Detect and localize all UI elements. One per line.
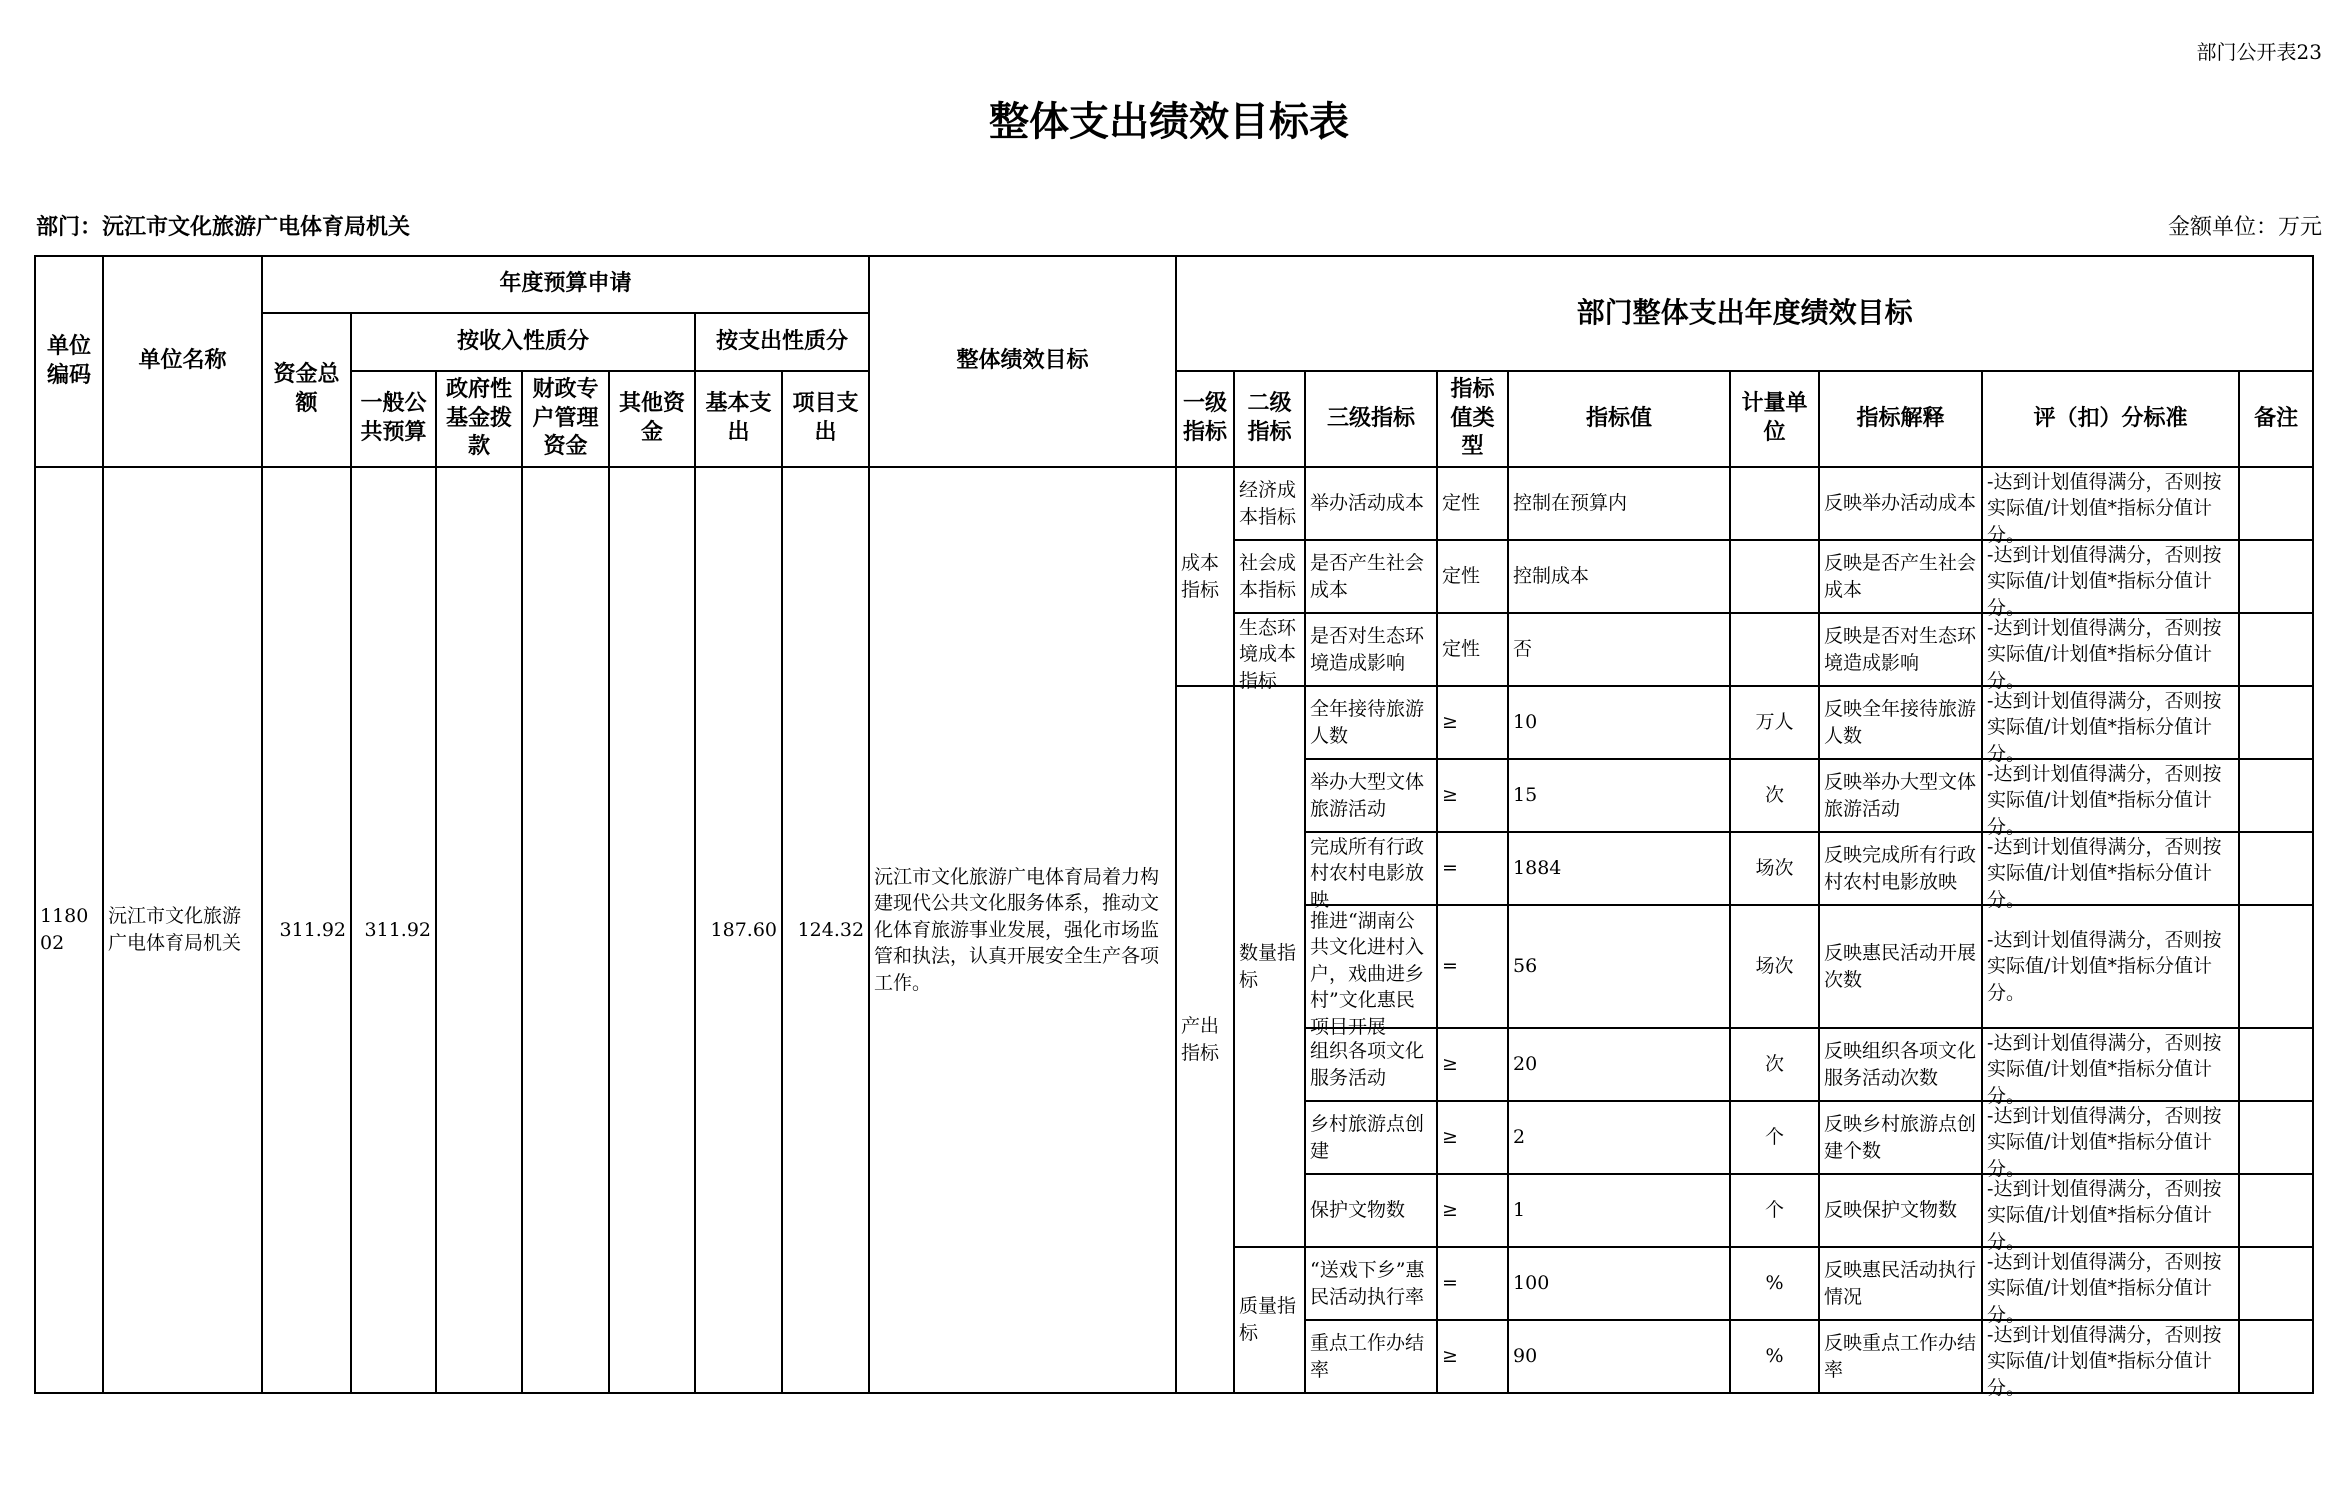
- unit-code-cell: 118002: [35, 467, 103, 1393]
- level3-cell: 保护文物数: [1305, 1174, 1437, 1247]
- measure-unit-cell: %: [1730, 1247, 1819, 1320]
- level3-text: “送戏下乡”惠民活动执行率: [1310, 1258, 1425, 1308]
- unit-name-cell: 沅江市文化旅游广电体育局机关: [103, 467, 262, 1393]
- measure-unit-cell: 个: [1730, 1101, 1819, 1174]
- value-type-cell: =: [1437, 832, 1508, 905]
- level3-cell: 是否产生社会成本: [1305, 540, 1437, 613]
- scoring-text: -达到计划值得满分，否则按实际值/计划值*指标分值计分。: [1987, 616, 2222, 692]
- scoring-text: -达到计划值得满分，否则按实际值/计划值*指标分值计分。: [1987, 762, 2222, 838]
- header-by-income: 按收入性质分: [351, 313, 695, 371]
- explanation-cell: 反映组织各项文化服务活动次数: [1819, 1028, 1982, 1101]
- header-basic-exp: 基本支出: [695, 371, 782, 467]
- remark-cell: [2239, 1174, 2313, 1247]
- value-cell: 56: [1508, 905, 1730, 1028]
- value-cell: 100: [1508, 1247, 1730, 1320]
- header-measure-unit: 计量单位: [1730, 371, 1819, 467]
- value-type-cell: 定性: [1437, 540, 1508, 613]
- value-cell: 15: [1508, 759, 1730, 832]
- header-general-public: 一般公共预算: [351, 371, 436, 467]
- overall-goal-cell: 沅江市文化旅游广电体育局着力构建现代公共文化服务体系，推动文化体育旅游事业发展，强化市场监管和执法，认真开展安全生产各项工作。: [869, 467, 1176, 1393]
- explanation-cell: 反映是否对生态环境造成影响: [1819, 613, 1982, 686]
- value-type-cell: 定性: [1437, 467, 1508, 540]
- remark-cell: [2239, 832, 2313, 905]
- scoring-text: -达到计划值得满分，否则按实际值/计划值*指标分值计分。: [1987, 689, 2222, 765]
- value-cell: 否: [1508, 613, 1730, 686]
- explanation-cell: 反映举办活动成本: [1819, 467, 1982, 540]
- scoring-cell: [1982, 540, 2239, 619]
- level3-cell: [1305, 905, 1437, 1038]
- explanation-cell: 反映举办大型文体旅游活动: [1819, 759, 1982, 832]
- level2-eco: [1234, 613, 1305, 692]
- value-type-cell: =: [1437, 905, 1508, 1028]
- value-cell: 10: [1508, 686, 1730, 759]
- explanation-cell: 反映重点工作办结率: [1819, 1320, 1982, 1393]
- explanation-cell: 反映是否产生社会成本: [1819, 540, 1982, 613]
- header-by-expense: 按支出性质分: [695, 313, 869, 371]
- scoring-text: -达到计划值得满分，否则按实际值/计划值*指标分值计分。: [1987, 1104, 2222, 1180]
- remark-cell: [2239, 686, 2313, 759]
- value-type-cell: 定性: [1437, 613, 1508, 686]
- remark-cell: [2239, 540, 2313, 613]
- header-explanation: 指标解释: [1819, 371, 1982, 467]
- value-type-cell: ≥: [1437, 1174, 1508, 1247]
- remark-cell: [2239, 1101, 2313, 1174]
- remark-cell: [2239, 759, 2313, 832]
- level3-cell: 组织各项文化服务活动: [1305, 1028, 1437, 1101]
- explanation-cell: 反映惠民活动执行情况: [1819, 1247, 1982, 1320]
- remark-cell: [2239, 905, 2313, 1028]
- scoring-text: -达到计划值得满分，否则按实际值/计划值*指标分值计分。: [1987, 928, 2222, 1004]
- scoring-cell: [1982, 1101, 2239, 1180]
- level2-eco-text: 生态环境成本指标: [1239, 616, 1297, 692]
- scoring-cell: [1982, 832, 2239, 911]
- header-unit-code: 单位编码: [35, 256, 103, 467]
- remark-cell: [2239, 1320, 2313, 1393]
- level2-economic: 经济成本指标: [1234, 467, 1305, 540]
- scoring-cell: [1982, 1028, 2239, 1107]
- header-other-funds: 其他资金: [609, 371, 695, 467]
- scoring-text: -达到计划值得满分，否则按实际值/计划值*指标分值计分。: [1987, 1323, 2222, 1399]
- header-perf-goal: 部门整体支出年度绩效目标: [1176, 256, 2313, 371]
- measure-unit-cell: [1730, 540, 1819, 613]
- header-annual-budget: 年度预算申请: [262, 256, 869, 313]
- header-level1: 一级指标: [1176, 371, 1234, 467]
- page-title: 整体支出绩效目标表: [989, 99, 1349, 145]
- value-cell: 20: [1508, 1028, 1730, 1101]
- header-fiscal-special: 财政专户管理资金: [522, 371, 609, 467]
- measure-unit-cell: 万人: [1730, 686, 1819, 759]
- explanation-cell: [1819, 832, 1982, 905]
- scoring-cell: [1982, 1320, 2239, 1399]
- scoring-text: -达到计划值得满分，否则按实际值/计划值*指标分值计分。: [1987, 543, 2222, 619]
- table-number: 部门公开表23: [2196, 40, 2322, 64]
- header-unit-name: 单位名称: [103, 256, 262, 467]
- level2-quality: 质量指标: [1234, 1247, 1305, 1393]
- remark-cell: [2239, 613, 2313, 686]
- scoring-text: -达到计划值得满分，否则按实际值/计划值*指标分值计分。: [1987, 835, 2222, 911]
- explanation-cell: 反映惠民活动开展次数: [1819, 905, 1982, 1028]
- level3-cell: 全年接待旅游人数: [1305, 686, 1437, 759]
- header-project-exp: 项目支出: [782, 371, 869, 467]
- performance-table: [34, 255, 2314, 1399]
- remark-cell: [2239, 1247, 2313, 1320]
- scoring-text: -达到计划值得满分，否则按实际值/计划值*指标分值计分。: [1987, 1177, 2222, 1253]
- scoring-text: -达到计划值得满分，否则按实际值/计划值*指标分值计分。: [1987, 470, 2222, 546]
- header-value: 指标值: [1508, 371, 1730, 467]
- header-level3: 三级指标: [1305, 371, 1437, 467]
- level3-cell: 举办活动成本: [1305, 467, 1437, 540]
- explanation-text: 反映完成所有行政村农村电影放映: [1824, 843, 1977, 893]
- header-remark: 备注: [2239, 371, 2313, 467]
- level1-cost: 成本指标: [1176, 467, 1234, 686]
- gov-fund-cell: [436, 467, 522, 1393]
- explanation-cell: 反映保护文物数: [1819, 1174, 1982, 1247]
- level3-cell: [1305, 1247, 1437, 1320]
- scoring-cell: [1982, 1174, 2239, 1253]
- value-cell: 控制在预算内: [1508, 467, 1730, 540]
- measure-unit-cell: 个: [1730, 1174, 1819, 1247]
- general-public-cell: 311.92: [351, 467, 436, 1393]
- measure-unit-cell: 次: [1730, 1028, 1819, 1101]
- measure-unit-cell: %: [1730, 1320, 1819, 1393]
- measure-unit-cell: 场次: [1730, 832, 1819, 905]
- remark-cell: [2239, 467, 2313, 540]
- fiscal-special-cell: [522, 467, 609, 1393]
- value-cell: 1884: [1508, 832, 1730, 905]
- scoring-text: -达到计划值得满分，否则按实际值/计划值*指标分值计分。: [1987, 1250, 2222, 1326]
- table-row: [35, 467, 2313, 540]
- level3-cell: 重点工作办结率: [1305, 1320, 1437, 1393]
- value-cell: 1: [1508, 1174, 1730, 1247]
- header-gov-fund: 政府性基金拨款: [436, 371, 522, 467]
- level3-cell: 乡村旅游点创建: [1305, 1101, 1437, 1174]
- level2-quantity: 数量指标: [1234, 686, 1305, 1247]
- value-type-cell: ≥: [1437, 1320, 1508, 1393]
- explanation-cell: 反映乡村旅游点创建个数: [1819, 1101, 1982, 1174]
- total-funds-cell: 311.92: [262, 467, 351, 1393]
- department-label: 部门：沅江市文化旅游广电体育局机关: [36, 215, 411, 240]
- measure-unit-cell: 次: [1730, 759, 1819, 832]
- scoring-cell: [1982, 1247, 2239, 1326]
- value-type-cell: =: [1437, 1247, 1508, 1320]
- amount-unit-label: 金额单位：万元: [2167, 215, 2322, 240]
- scoring-cell: [1982, 467, 2239, 546]
- basic-exp-cell: 187.60: [695, 467, 782, 1393]
- level3-cell: 举办大型文体旅游活动: [1305, 759, 1437, 832]
- measure-unit-cell: [1730, 613, 1819, 686]
- header-value-type: 指标值类型: [1437, 371, 1508, 467]
- value-cell: 90: [1508, 1320, 1730, 1393]
- explanation-cell: 反映全年接待旅游人数: [1819, 686, 1982, 759]
- header-level2: 二级指标: [1234, 371, 1305, 467]
- value-cell: 2: [1508, 1101, 1730, 1174]
- measure-unit-cell: [1730, 467, 1819, 540]
- level1-output: 产出指标: [1176, 686, 1234, 1393]
- level3-cell: [1305, 832, 1437, 911]
- scoring-cell: [1982, 686, 2239, 765]
- header-overall-goal: 整体绩效目标: [869, 256, 1176, 467]
- level3-text: 完成所有行政村农村电影放映: [1310, 835, 1425, 911]
- value-cell: 控制成本: [1508, 540, 1730, 613]
- scoring-text: -达到计划值得满分，否则按实际值/计划值*指标分值计分。: [1987, 1031, 2222, 1107]
- scoring-cell: [1982, 905, 2239, 1028]
- scoring-cell: [1982, 759, 2239, 838]
- level3-cell: 是否对生态环境造成影响: [1305, 613, 1437, 686]
- value-type-cell: ≥: [1437, 759, 1508, 832]
- header-scoring: 评（扣）分标准: [1982, 371, 2239, 467]
- header-total-funds: 资金总额: [262, 313, 351, 467]
- level2-social: 社会成本指标: [1234, 540, 1305, 613]
- scoring-cell: [1982, 613, 2239, 692]
- other-funds-cell: [609, 467, 695, 1393]
- value-type-cell: ≥: [1437, 686, 1508, 759]
- value-type-cell: ≥: [1437, 1101, 1508, 1174]
- remark-cell: [2239, 1028, 2313, 1101]
- project-exp-cell: 124.32: [782, 467, 869, 1393]
- level3-text: 推进“湖南公共文化进村入户，戏曲进乡村”文化惠民项目开展: [1310, 909, 1425, 1038]
- measure-unit-cell: 场次: [1730, 905, 1819, 1028]
- value-type-cell: ≥: [1437, 1028, 1508, 1101]
